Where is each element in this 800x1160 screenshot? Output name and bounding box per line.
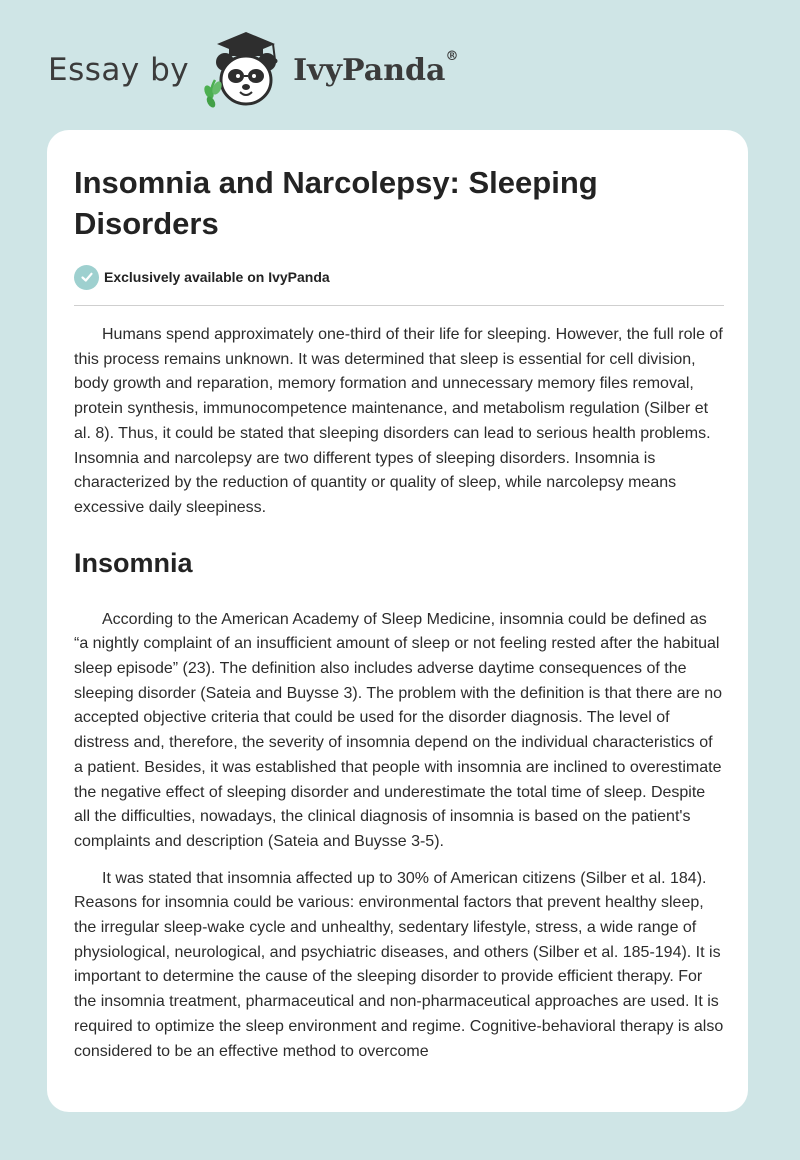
brand-name: IvyPanda®	[293, 48, 459, 88]
paragraph-insomnia-causes: It was stated that insomnia affected up to 30% of American citizens (Silber et al. 184). Reasons for insomnia could be various: environmental factors that prevent healthy sleep, the irregular sleep-wake cycle and unhealthy, sedentary lifestyle, stress, a wide range of physiological, neurological, and psychiatric diseases, and others (Silber et al. 185-194). It is important to determine the cause of the sleeping disorder to provide efficient therapy. For the insomnia treatment, pharmaceutical and non-pharmaceutical approaches are used. It is required to optimize the sleep environment and regime. Cognitive-behavioral therapy is also considered to be an effective method to overcome	[74, 869, 724, 1060]
essay-card	[47, 130, 748, 1112]
paragraph-intro: Humans spend approximately one-third of their life for sleeping. However, the full role of this process remains unknown. It was determined that sleep is essential for cell division, body growth and reparation, memory formation and unnecessary memory files removal, protein synthesis, immunocompetence maintenance, and metabolism regulation (Silber et al. 8). Thus, it could be stated that sleeping disorders can lead to serious health problems. Insomnia and narcolepsy are two different types of sleeping disorders. Insomnia is characterized by the reduction of quantity or quality of sleep, while narcolepsy means excessive daily sleepiness.	[74, 326, 723, 516]
exclusive-badge	[74, 264, 724, 290]
divider	[74, 305, 724, 306]
brand-prefix: Essay by	[48, 52, 190, 88]
section-heading-insomnia: Insomnia	[74, 547, 193, 578]
essay-content	[74, 162, 724, 1064]
check-circle-icon	[74, 265, 99, 290]
panda-graduate-icon	[203, 30, 289, 110]
exclusive-badge-label: Exclusively available on IvyPanda	[104, 269, 330, 285]
site-logo[interactable]	[48, 30, 458, 110]
paragraph-insomnia-definition: According to the American Academy of Sleep Medicine, insomnia could be defined as “a nightly complaint of an insufficient amount of sleep or not feeling rested after the habitual sleep episode” (23). The definition also includes adverse daytime consequences of the sleeping disorder (Sateia and Buysse 3). The problem with the definition is that there are no accepted objective criteria that could be used for the disorder diagnosis. The level of distress and, therefore, the severity of insomnia depend on the individual characteristics of a patient. Besides, it was established that people with insomnia are inclined to overestimate the negative effect of sleeping disorder and underestimate the total time of sleep. Despite all the difficulties, nowadays, the clinical diagnosis of insomnia is based on the patient's complaints and description (Sateia and Buysse 3-5).	[74, 610, 723, 850]
essay-title: Insomnia and Narcolepsy: Sleeping Disorders	[74, 165, 598, 241]
